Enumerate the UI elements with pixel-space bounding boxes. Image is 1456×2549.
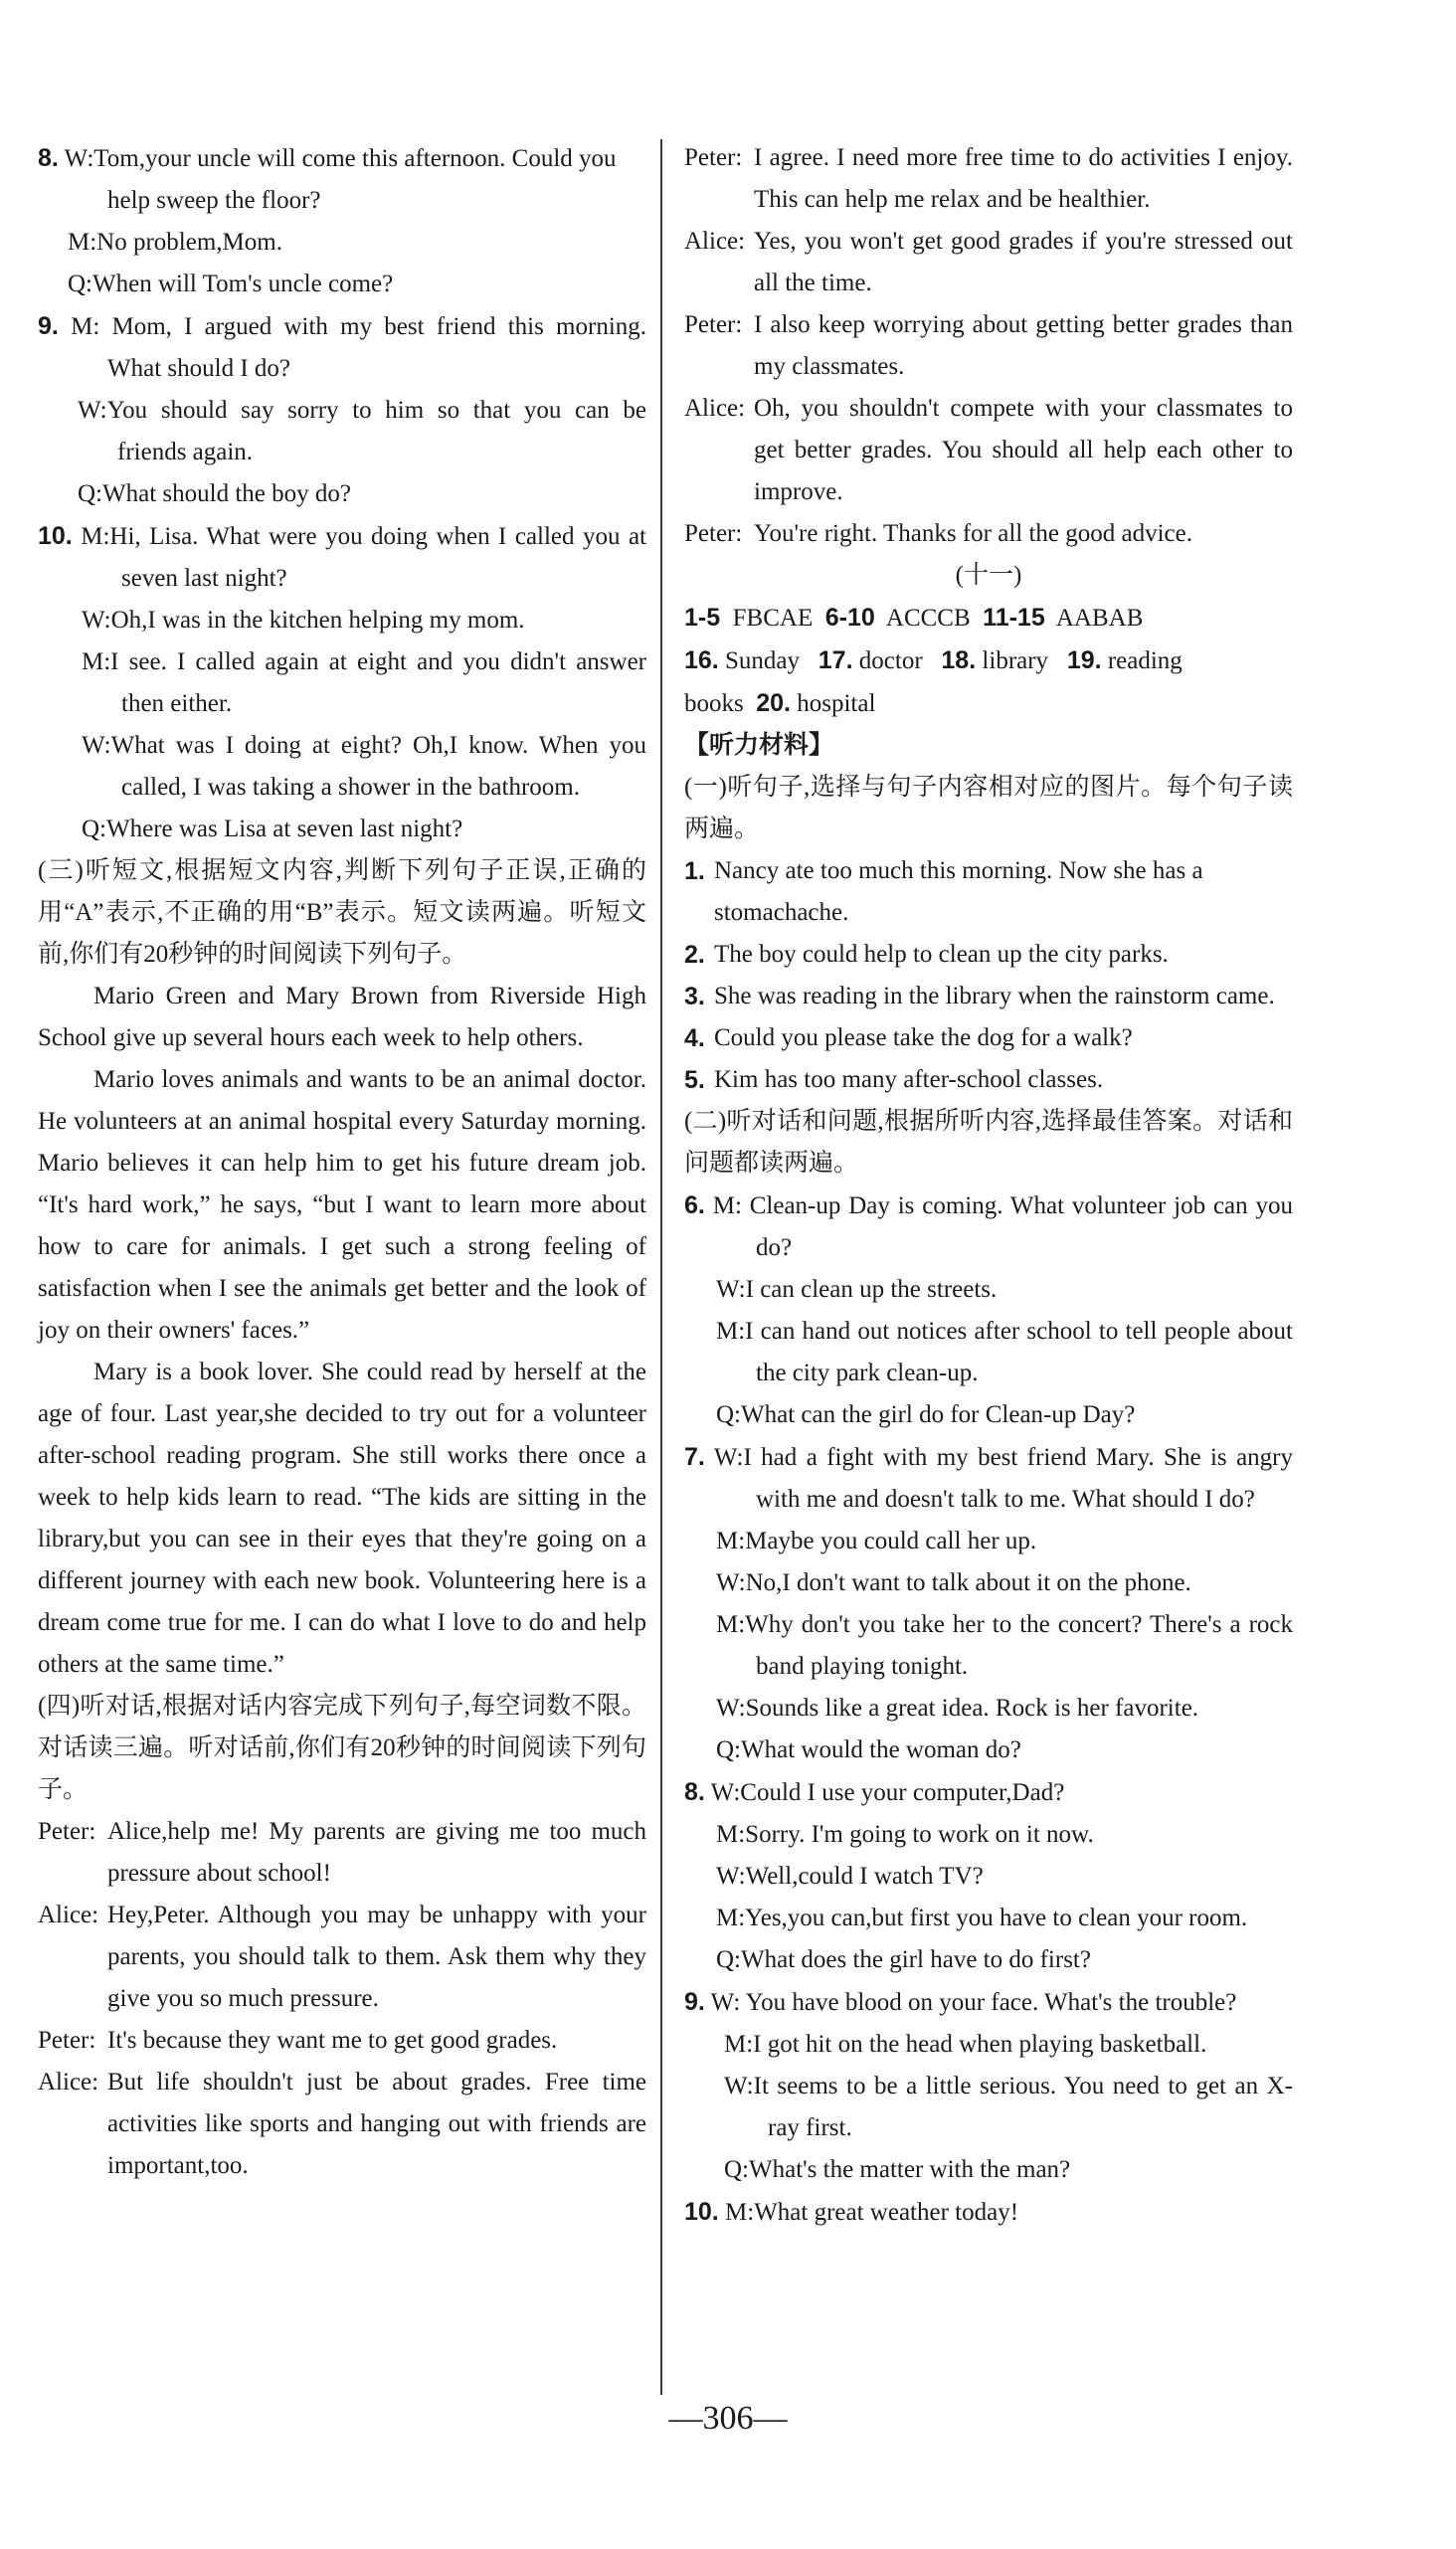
answer-word: hospital xyxy=(797,690,876,717)
speech: Oh, you shouldn't compete with your classmates to get better grades. You should all help each other to improve. xyxy=(754,395,1293,505)
answer-word: library xyxy=(982,647,1049,674)
dialog-line: W:It seems to be a little serious. You need to get an X-ray first. xyxy=(724,2073,1293,2141)
answer-letters: ACCCB xyxy=(885,605,971,632)
dialog-line xyxy=(684,304,1293,388)
dialog-continued xyxy=(684,137,1293,555)
dialog-line xyxy=(38,1811,646,1895)
answer-range: 6-10 xyxy=(824,604,875,632)
answer-range: 1-5 xyxy=(684,604,721,632)
left-column xyxy=(38,137,646,2187)
dialog-line: Q:Where was Lisa at seven last night? xyxy=(82,816,463,842)
dialog-line: M:What great weather today! xyxy=(725,2199,1019,2226)
passage-paragraph: Mario Green and Mary Brown from Riverside High School give up several hours each week to help others. xyxy=(38,983,646,1051)
question-number: 10. xyxy=(38,522,73,550)
dialog-line: W:You should say sorry to him so that you can be friends again. xyxy=(78,397,646,465)
dialog-line: W: You have blood on your face. What's the trouble? xyxy=(710,1989,1237,2016)
speaker: Peter: xyxy=(38,1818,96,1845)
sentence-text: Kim has too many after-school classes. xyxy=(714,1066,1104,1093)
section-title: (十一) xyxy=(955,562,1022,589)
list-item xyxy=(684,1017,1293,1059)
dialog-line: Q:When will Tom's uncle come? xyxy=(68,271,394,297)
question-10-right xyxy=(684,2191,1293,2234)
dialog-line xyxy=(684,137,1293,221)
answer-range: 11-15 xyxy=(983,604,1045,632)
dialog-line: Q:What can the girl do for Clean-up Day? xyxy=(716,1401,1136,1428)
question-number: 8. xyxy=(684,1778,705,1806)
answer-word: doctor xyxy=(858,647,923,674)
column-divider xyxy=(660,139,662,2395)
speaker: Alice: xyxy=(684,228,746,255)
material-heading: 【听力材料】 xyxy=(684,732,834,759)
speaker: Alice: xyxy=(38,2069,99,2095)
speech: Hey,Peter. Although you may be unhappy with your parents, you should talk to them. Ask them why they give you so much pressure. xyxy=(107,1902,646,2012)
question-number: 10. xyxy=(684,2198,719,2226)
sentence-number: 3. xyxy=(684,983,705,1010)
speech: It's because they want me to get good grades. xyxy=(107,2027,558,2054)
speech: But life shouldn't just be about grades. Free time activities like sports and hanging out with friends are important,too. xyxy=(107,2069,646,2179)
question-9-right xyxy=(684,1981,1293,2191)
sentence-text: Nancy ate too much this morning. Now she has a stomachache. xyxy=(714,857,1203,926)
part2-instructions: (二)听对话和问题,根据所听内容,选择最佳答案。对话和问题都读两遍。 xyxy=(684,1108,1293,1177)
dialog-line: W:Well,could I watch TV? xyxy=(716,1863,984,1890)
dialog-line xyxy=(38,1895,646,2020)
list-item xyxy=(684,934,1293,976)
sentence-number: 1. xyxy=(684,857,705,885)
sentence-number: 2. xyxy=(684,941,705,969)
question-number: 8. xyxy=(38,144,59,172)
answer-letters: FBCAE xyxy=(732,605,814,632)
answer-number: 18. xyxy=(941,646,977,674)
speech: I also keep worrying about getting better grades than my classmates. xyxy=(754,311,1293,380)
part1-instructions: (一)听句子,选择与句子内容相对应的图片。每个句子读两遍。 xyxy=(684,774,1293,842)
speaker: Alice: xyxy=(684,395,746,422)
sentence-text: Could you please take the dog for a walk? xyxy=(714,1024,1133,1051)
list-item xyxy=(684,976,1293,1017)
dialog-line: Q:What would the woman do? xyxy=(716,1736,1021,1763)
dialog-line: W:I had a fight with my best friend Mary. She is angry with me and doesn't talk to me. What should I do? xyxy=(713,1444,1293,1513)
question-number: 7. xyxy=(684,1443,705,1471)
question-8 xyxy=(38,137,646,305)
dialog-line: Q:What should the boy do? xyxy=(78,480,351,507)
sentence-text: She was reading in the library when the rainstorm came. xyxy=(714,983,1275,1009)
passage-paragraph: Mary is a book lover. She could read by herself at the age of four. Last year,she decided to try out for a volunteer after-school reading program. She still works there once a week to help kids learn to read. “The kids are sitting in the library,but you can see in their eyes that they're going on a different journey with each new book. Volunteering here is a dream come true for me. I can do what I love to do and help others at the same time.” xyxy=(38,1359,646,1678)
sentence-text: The boy could help to clean up the city parks. xyxy=(714,941,1169,968)
dialog-line xyxy=(38,2062,646,2187)
question-number: 6. xyxy=(684,1191,705,1219)
dialog-line xyxy=(684,221,1293,304)
part4-instructions: (四)听对话,根据对话内容完成下列句子,每空词数不限。对话读三遍。听对话前,你们有20秒钟的时间阅读下列句子。 xyxy=(38,1693,646,1803)
question-10 xyxy=(38,515,646,850)
dialog-line: W:Could I use your computer,Dad? xyxy=(710,1779,1065,1806)
speaker: Alice: xyxy=(38,1902,99,1928)
answer-letters: AABAB xyxy=(1055,605,1144,632)
speech: Yes, you won't get good grades if you're stressed out all the time. xyxy=(754,228,1293,296)
speaker: Peter: xyxy=(38,2027,96,2054)
answer-word: reading xyxy=(1107,647,1183,674)
passage-paragraph: Mario loves animals and wants to be an animal doctor. He volunteers at an animal hospital every Saturday morning. Mario believes it can help him to get his future dream job. “It's hard work,” he says, “but I want to learn more about how to care for animals. I get such a strong feeling of satisfaction when I see the animals get better and the look of joy on their owners' faces.” xyxy=(38,1066,646,1344)
answer-number: 19. xyxy=(1066,646,1102,674)
speech: I agree. I need more free time to do activities I enjoy. This can help me relax and be healthier. xyxy=(754,144,1293,213)
dialog-line: W:Oh,I was in the kitchen helping my mom. xyxy=(82,607,525,634)
speech: Alice,help me! My parents are giving me too much pressure about school! xyxy=(107,1818,646,1887)
dialog-line: M:Why don't you take her to the concert? There's a rock band playing tonight. xyxy=(716,1611,1293,1680)
dialog-line: M:I can hand out notices after school to tell people about the city park clean-up. xyxy=(716,1318,1293,1386)
question-6 xyxy=(684,1184,1293,1436)
question-8-right xyxy=(684,1771,1293,1981)
part3-instructions: (三)听短文,根据短文内容,判断下列句子正误,正确的用“A”表示,不正确的用“B”表示。短文读两遍。听短文前,你们有20秒钟的时间阅读下列句子。 xyxy=(38,857,646,968)
dialog-line: M:No problem,Mom. xyxy=(68,229,282,256)
dialog-line: W:What was I doing at eight? Oh,I know. When you called, I was taking a shower in the bathroom. xyxy=(82,732,646,801)
speech: You're right. Thanks for all the good advice. xyxy=(754,520,1193,547)
dialog-line: W:Tom,your uncle will come this afternoon. Could you help sweep the floor? xyxy=(64,145,617,214)
dialog-peter-alice xyxy=(38,1811,646,2187)
answer-word: Sunday xyxy=(725,647,801,674)
dialog-line: M:Sorry. I'm going to work on it now. xyxy=(716,1821,1094,1848)
question-number: 9. xyxy=(684,1988,705,2016)
answer-key xyxy=(684,597,1293,725)
answer-number: 17. xyxy=(818,646,853,674)
dialog-line: M: Mom, I argued with my best friend this morning. What should I do? xyxy=(71,313,647,382)
dialog-line: W:I can clean up the streets. xyxy=(716,1276,998,1303)
dialog-line: M: Clean-up Day is coming. What volunteer job can you do? xyxy=(712,1192,1293,1261)
sentence-list xyxy=(684,850,1293,1101)
speaker: Peter: xyxy=(684,311,743,338)
dialog-line: M:I got hit on the head when playing basketball. xyxy=(724,2031,1207,2058)
dialog-line: M:Yes,you can,but first you have to clean your room. xyxy=(716,1905,1248,1931)
sentence-number: 5. xyxy=(684,1066,705,1094)
dialog-line: M:Maybe you could call her up. xyxy=(716,1528,1037,1554)
answer-number: 16. xyxy=(684,646,719,674)
question-number: 9. xyxy=(38,312,59,340)
speaker: Peter: xyxy=(684,520,743,547)
dialog-line xyxy=(684,513,1293,555)
page-number: —306— xyxy=(668,2400,788,2437)
dialog-line xyxy=(38,2020,646,2062)
dialog-line: W:No,I don't want to talk about it on the phone. xyxy=(716,1569,1191,1596)
question-7 xyxy=(684,1436,1293,1771)
dialog-line: M:I see. I called again at eight and you didn't answer then either. xyxy=(82,648,646,717)
dialog-line: Q:What's the matter with the man? xyxy=(724,2156,1071,2183)
sentence-number: 4. xyxy=(684,1024,705,1052)
right-column xyxy=(684,137,1293,2234)
question-9 xyxy=(38,305,646,515)
dialog-line: W:Sounds like a great idea. Rock is her favorite. xyxy=(716,1695,1199,1722)
list-item xyxy=(684,1059,1293,1101)
answer-word: books xyxy=(684,690,744,717)
answer-number: 20. xyxy=(756,689,791,717)
speaker: Peter: xyxy=(684,144,743,171)
dialog-line xyxy=(684,388,1293,513)
dialog-line: M:Hi, Lisa. What were you doing when I called you at seven last night? xyxy=(81,523,646,592)
dialog-line: Q:What does the girl have to do first? xyxy=(716,1946,1091,1973)
list-item xyxy=(684,850,1293,934)
